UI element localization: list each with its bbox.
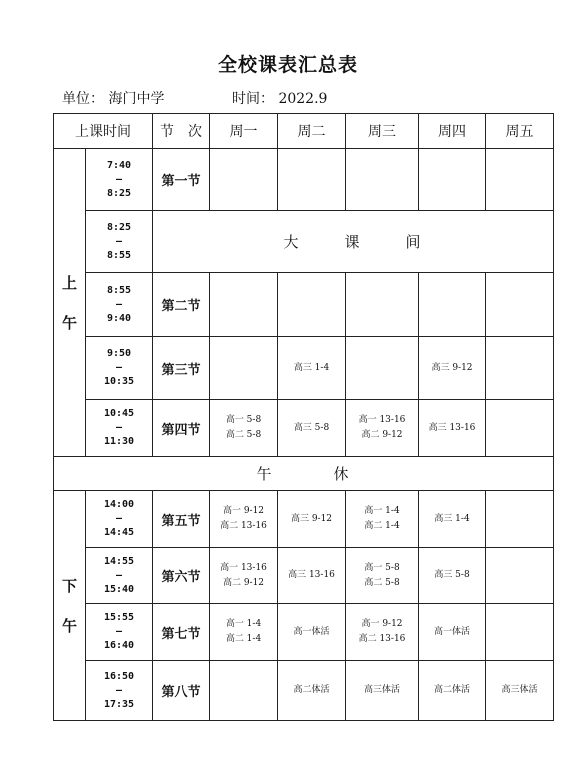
period-label: 第八节 [153,661,210,721]
class-text: 高一 9-12 [361,619,403,629]
time-range [86,149,153,211]
time-text: — [115,513,123,524]
class-text: 高二 1-4 [225,634,262,644]
time-text: 8:25 [106,221,132,233]
class-cell [346,149,419,211]
time-range [86,400,153,457]
class-text: 高三 5-8 [293,422,330,433]
time-text: 16:40 [103,640,135,651]
period-label: 第六节 [153,548,210,604]
time-text: 9:40 [106,312,132,324]
break-banner [153,211,554,273]
class-text: 高三体活 [501,685,538,695]
time-text: 8:55 [106,249,132,261]
unit-label: 单位： [62,91,104,107]
time-range [86,211,153,273]
time-text: 7:40 [106,159,132,171]
class-cell [210,400,278,457]
period-label: 第一节 [153,149,210,211]
class-text: 高二 13-16 [358,634,406,644]
class-text: 高三 1-4 [434,513,470,524]
time-text: 15:40 [103,583,135,595]
class-cell [278,149,346,211]
class-text: 高三 9-12 [290,513,333,524]
class-text: 高一体活 [293,626,330,637]
break-label-char: 大 [283,233,301,251]
class-cell [419,604,486,661]
class-cell [278,491,346,548]
class-cell [210,661,278,721]
time-range [86,548,153,604]
unit-info [62,88,164,108]
class-text: 高二体活 [433,685,470,695]
class-cell [486,337,554,400]
period-label: 第二节 [153,273,210,337]
time-text: 16:50 [103,670,135,682]
class-text: 高一 13-16 [358,415,406,425]
class-text: 高一 1-4 [225,619,262,629]
half-label-char: 上 [61,273,77,292]
time-text: — [115,684,123,696]
time-text: — [115,362,123,373]
class-cell [278,400,346,457]
header-day: 周一 [210,114,278,149]
half-label-char: 午 [61,616,77,635]
class-cell [210,273,278,337]
time-text: 10:45 [103,408,135,419]
class-text: 高二体活 [293,685,330,695]
time-text: 11:30 [103,436,135,447]
class-cell [486,548,554,604]
time-label: 时间： [232,91,274,107]
class-cell [486,149,554,211]
class-text: 高三 9-12 [431,362,473,373]
class-cell [210,604,278,661]
class-text: 高二 5-8 [364,577,400,588]
time-value: 2022.9 [278,91,328,107]
class-cell [486,661,554,721]
class-cell [278,548,346,604]
class-text: 高一 13-16 [220,562,267,573]
period-label: 第四节 [153,400,210,457]
time-text: 10:35 [103,376,135,387]
class-cell [419,337,486,400]
unit-value: 海门中学 [108,91,165,107]
noon-label-char: 午 [256,465,274,483]
time-range [86,661,153,721]
time-range [86,273,153,337]
time-text: 8:55 [106,284,132,296]
class-cell [278,273,346,337]
header-period: 节 次 [153,114,210,149]
time-text: — [115,235,123,247]
time-text: 14:00 [103,499,135,510]
class-text: 高三 5-8 [434,570,470,580]
period-label: 第七节 [153,604,210,661]
class-text: 高一 1-4 [364,506,400,516]
class-cell [346,604,419,661]
time-text: 9:50 [106,348,132,359]
header-time: 上课时间 [54,114,153,149]
class-cell [486,273,554,337]
time-text: 14:45 [103,527,135,538]
afternoon-label [54,491,86,721]
class-text: 高一 5-8 [225,415,262,425]
time-range [86,604,153,661]
half-label-char: 下 [61,576,77,595]
break-label-char: 间 [405,233,423,251]
noon-banner [54,457,554,491]
class-cell [486,491,554,548]
noon-label-char: 休 [333,465,351,483]
class-text: 高三 13-16 [288,570,335,580]
period-label: 第三节 [153,337,210,400]
class-text: 高三 1-4 [293,362,330,373]
header-day: 周五 [486,114,554,149]
class-text: 高一 5-8 [364,562,400,573]
class-cell [278,337,346,400]
class-cell [210,491,278,548]
time-text: 17:35 [103,698,135,710]
header-day: 周三 [346,114,419,149]
time-range [86,491,153,548]
time-text: 15:55 [103,612,135,623]
class-cell [278,661,346,721]
class-cell [419,273,486,337]
time-text: — [115,626,123,637]
class-cell [346,661,419,721]
class-cell [346,273,419,337]
time-text: — [115,569,123,581]
class-cell [419,400,486,457]
time-text: — [115,422,123,433]
class-text: 高一体活 [433,626,470,637]
page-title: 全校课表汇总表 [217,54,358,76]
class-cell [278,604,346,661]
half-label-char: 午 [61,313,77,332]
class-cell [210,548,278,604]
time-info [232,88,327,108]
class-cell [486,604,554,661]
class-cell [210,149,278,211]
class-cell [419,661,486,721]
time-text: 14:55 [103,555,135,567]
header-day: 周二 [278,114,346,149]
class-cell [419,491,486,548]
class-cell [346,400,419,457]
class-text: 高一 9-12 [222,506,265,516]
class-cell [346,491,419,548]
time-text: — [115,173,123,185]
header-day: 周四 [419,114,486,149]
schedule-table [53,113,554,721]
class-cell [346,548,419,604]
time-range [86,337,153,400]
class-text: 高二 9-12 [222,577,265,588]
class-text: 高三体活 [363,685,400,695]
break-label-char: 课 [344,233,362,251]
class-text: 高二 13-16 [220,521,267,531]
time-text: 8:25 [106,187,132,199]
morning-label [54,149,86,457]
time-text: — [115,298,123,310]
class-cell [486,400,554,457]
class-text: 高三 13-16 [428,422,476,433]
class-cell [419,149,486,211]
class-cell [210,337,278,400]
class-text: 高二 5-8 [225,430,262,440]
class-cell [419,548,486,604]
class-text: 高二 9-12 [361,430,403,440]
class-text: 高二 1-4 [364,521,400,531]
period-label: 第五节 [153,491,210,548]
class-cell [346,337,419,400]
